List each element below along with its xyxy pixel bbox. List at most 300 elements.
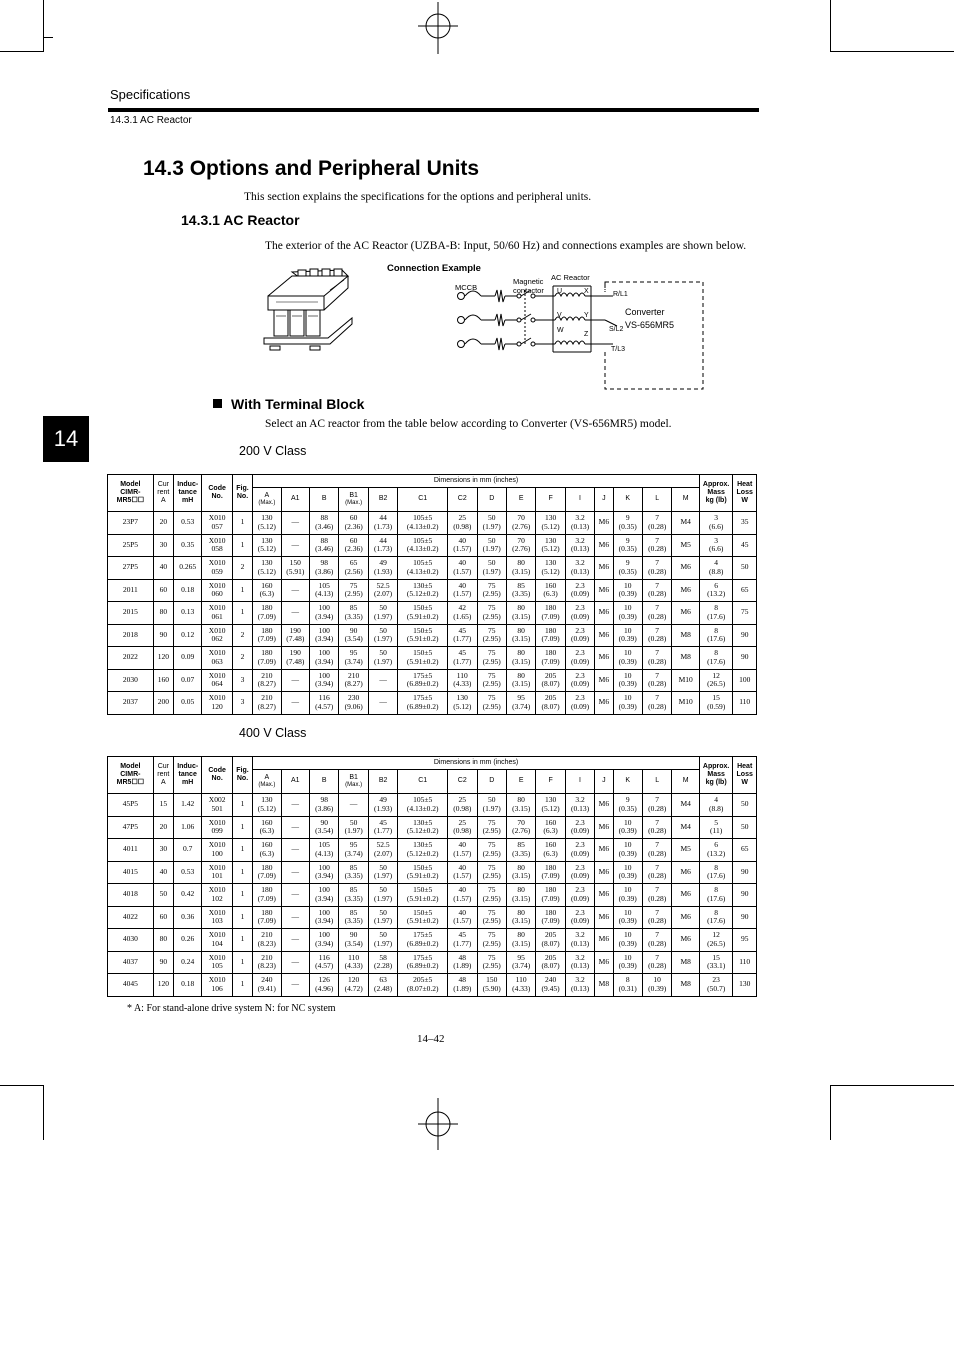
cell-d xyxy=(477,579,506,602)
cell-c1-text: (6.89±0.2) xyxy=(406,679,439,689)
cell-d-text: (1.97) xyxy=(482,521,501,531)
cell-b2 xyxy=(368,861,397,884)
cell-heat-text: 95 xyxy=(740,934,749,944)
cell-b2-text: 50 xyxy=(379,648,387,658)
cell-c1 xyxy=(398,861,448,884)
cell-heat-text: 75 xyxy=(740,607,749,617)
cell-l-text: 7 xyxy=(655,840,660,850)
cell-f-text: 205 xyxy=(544,693,557,703)
cell-mass-text: (0.59) xyxy=(707,701,726,711)
cell-c2-text: 130 xyxy=(456,693,468,703)
cell-b xyxy=(310,512,339,535)
cell-a1 xyxy=(281,692,309,715)
cell-fig-text: 1 xyxy=(240,517,245,527)
cell-f xyxy=(536,884,565,907)
cell-mass-text: 15 xyxy=(712,693,720,703)
cell-code xyxy=(202,647,232,670)
cell-b xyxy=(310,692,339,715)
table-200v xyxy=(107,474,757,715)
cell-f-text: (5.12) xyxy=(541,566,560,576)
cell-f-text: 180 xyxy=(544,603,557,613)
cell-c1 xyxy=(398,974,448,997)
cell-i-text: (0.09) xyxy=(570,893,590,903)
cell-heat xyxy=(733,816,757,839)
header-current-text: A xyxy=(161,497,166,505)
cell-model xyxy=(108,669,154,692)
class-200-label: 200 V Class xyxy=(239,444,307,458)
cell-heat-text: 100 xyxy=(739,674,751,684)
cell-current xyxy=(153,579,173,602)
cell-f-text: (5.12) xyxy=(541,544,560,554)
cell-c1-text: 150±5 xyxy=(413,885,433,895)
cell-c1-text: 150±5 xyxy=(413,648,433,658)
cell-mass xyxy=(699,906,733,929)
cell-l xyxy=(642,839,671,862)
cell-current-text: 40 xyxy=(159,562,168,572)
header-b xyxy=(310,770,339,794)
cell-e-text: 70 xyxy=(517,535,525,545)
cell-e-text: 80 xyxy=(517,795,525,805)
cell-model-text: 4015 xyxy=(122,866,138,876)
cell-current xyxy=(153,816,173,839)
cell-l xyxy=(642,579,671,602)
header-inductance-text: Induc- xyxy=(177,762,199,770)
cell-l-text: (0.28) xyxy=(648,893,667,903)
cell-b2-text: 63 xyxy=(379,975,387,985)
cell-k-text: (0.39) xyxy=(618,701,637,711)
cell-k xyxy=(613,692,642,715)
cell-d-text: 75 xyxy=(487,625,496,635)
cell-mass-text: 8 xyxy=(714,603,719,613)
crop-mark xyxy=(0,51,43,52)
header-c2 xyxy=(448,488,477,512)
cell-j-text: M8 xyxy=(598,979,610,989)
cell-mass-text: (8.8) xyxy=(708,566,724,576)
converter-label-1: Converter xyxy=(625,307,665,317)
cell-l-text: 7 xyxy=(655,625,660,635)
cell-current-text: 80 xyxy=(159,934,168,944)
cell-c1 xyxy=(398,884,448,907)
crop-mark xyxy=(830,0,831,52)
cell-m-text: M8 xyxy=(680,979,691,989)
cell-c1-text: (4.13±0.2) xyxy=(406,803,439,813)
cell-e-text: 80 xyxy=(517,862,525,872)
cell-b1-text: (2.36) xyxy=(344,521,363,531)
header-model-text: Model xyxy=(120,762,141,770)
cell-d-text: (2.95) xyxy=(482,611,501,621)
cell-a1-text: 190 xyxy=(289,625,301,635)
cell-i xyxy=(565,647,594,670)
cell-i-text: 2.3 xyxy=(575,648,585,658)
cell-b xyxy=(310,929,339,952)
cell-d-text: (2.95) xyxy=(482,701,501,711)
cell-b-text: (3.94) xyxy=(315,634,334,644)
header-current xyxy=(153,757,173,794)
cell-current xyxy=(153,602,173,625)
cell-heat xyxy=(733,884,757,907)
cell-b2-text: 49 xyxy=(379,795,387,805)
cell-b1-text: (4.33) xyxy=(344,961,363,971)
cell-heat xyxy=(733,692,757,715)
cell-b-text: (3.94) xyxy=(315,938,334,948)
cell-code-text: 063 xyxy=(211,656,223,666)
cell-d xyxy=(477,861,506,884)
header-inductance-text: mH xyxy=(182,497,194,505)
cell-mass-text: 6 xyxy=(714,840,719,850)
cell-d-text: (2.95) xyxy=(482,656,501,666)
cell-mass-text: 15 xyxy=(712,952,720,962)
exterior-text: The exterior of the AC Reactor (UZBA-B: Input, 50/60 Hz) and connections examples are shown below. xyxy=(265,240,747,252)
cell-b2-text: 44 xyxy=(379,535,387,545)
cell-current xyxy=(153,647,173,670)
cell-b1 xyxy=(339,839,368,862)
cell-induct-text: 0.53 xyxy=(181,517,195,527)
terminal-x: X xyxy=(584,288,589,295)
header-f-text: F xyxy=(548,495,553,503)
cell-fig xyxy=(232,557,252,580)
header-fig-text: Fig. xyxy=(236,484,249,492)
cell-c2-text: (1.77) xyxy=(453,938,472,948)
cell-b xyxy=(310,906,339,929)
cell-l-text: 7 xyxy=(655,952,660,962)
cell-a-text: (8.27) xyxy=(257,701,276,711)
cell-fig xyxy=(232,512,252,535)
cell-b-text: 116 xyxy=(318,693,330,703)
cell-current-text: 60 xyxy=(159,911,168,921)
cell-induct-text: 1.42 xyxy=(181,799,195,809)
cell-b2-text: 44 xyxy=(379,513,387,523)
table-row xyxy=(108,647,757,670)
cell-j xyxy=(595,624,613,647)
cell-d xyxy=(477,624,506,647)
cell-j-text: M6 xyxy=(598,652,610,662)
header-l-text: L xyxy=(655,495,660,503)
cell-f-text: 160 xyxy=(544,580,557,590)
cell-b2-text: (1.73) xyxy=(374,544,393,554)
cell-f-text: (7.09) xyxy=(541,871,560,881)
header-mass-text: kg (lb) xyxy=(705,779,727,787)
cell-b-text: (3.86) xyxy=(315,803,334,813)
cell-b2 xyxy=(368,839,397,862)
cell-b-text: 88 xyxy=(320,513,328,523)
cell-code-text: X010 xyxy=(208,817,226,827)
cell-model-text: 23P7 xyxy=(122,517,139,527)
cell-c2-text: 40 xyxy=(458,558,467,568)
terminal-z: Z xyxy=(584,331,589,338)
cell-heat xyxy=(733,602,757,625)
cell-code-text: 103 xyxy=(211,916,223,926)
cell-d xyxy=(477,929,506,952)
header-f xyxy=(536,488,565,512)
cell-l xyxy=(642,929,671,952)
cell-a1-text: — xyxy=(291,956,300,966)
cell-f-text: 205 xyxy=(544,670,557,680)
cell-c2-text: 45 xyxy=(458,648,467,658)
header-d-text: D xyxy=(489,777,495,785)
cell-induct-text: 0.35 xyxy=(181,539,195,549)
cell-b xyxy=(310,951,339,974)
cell-model xyxy=(108,861,154,884)
cell-current xyxy=(153,534,173,557)
cell-c1-text: (5.91±0.2) xyxy=(406,634,439,644)
terminal-v: V xyxy=(557,312,562,319)
cell-c1-text: 150±5 xyxy=(413,862,433,872)
header-a1-text: A1 xyxy=(291,777,300,785)
cell-d-text: 75 xyxy=(487,907,496,917)
cell-e xyxy=(506,512,535,535)
header-e xyxy=(506,488,535,512)
cell-j-text: M6 xyxy=(598,584,610,594)
cell-b1 xyxy=(339,602,368,625)
cell-b2 xyxy=(368,906,397,929)
cell-mass xyxy=(699,839,733,862)
cell-b1 xyxy=(339,669,368,692)
cell-d xyxy=(477,647,506,670)
cell-m xyxy=(672,816,700,839)
cell-mass xyxy=(699,579,733,602)
cell-fig-text: 2 xyxy=(240,562,245,572)
cell-j xyxy=(595,579,613,602)
cell-b2 xyxy=(368,624,397,647)
cell-current xyxy=(153,512,173,535)
cell-fig xyxy=(232,602,252,625)
cell-f-text: 205 xyxy=(544,930,557,940)
terminal-tl3: T/L3 xyxy=(611,346,626,353)
cell-a1-text: — xyxy=(291,979,300,989)
cell-code-text: 120 xyxy=(211,701,223,711)
cell-heat xyxy=(733,512,757,535)
cell-heat xyxy=(733,929,757,952)
cell-d xyxy=(477,816,506,839)
cell-induct xyxy=(173,579,201,602)
cell-fig-text: 3 xyxy=(240,697,245,707)
cell-m-text: M5 xyxy=(680,844,691,854)
header-dimensions-text: Dimensions in mm (inches) xyxy=(433,476,519,484)
cell-c1-text: (5.91±0.2) xyxy=(406,893,439,903)
table-row xyxy=(108,602,757,625)
cell-b-text: (3.46) xyxy=(315,544,334,554)
cell-e-text: (3.15) xyxy=(512,679,531,689)
cell-f-text: (7.09) xyxy=(541,916,560,926)
cell-m-text: M6 xyxy=(680,562,691,572)
cell-c2-text: (1.89) xyxy=(453,961,472,971)
cell-heat xyxy=(733,839,757,862)
cell-b2 xyxy=(368,974,397,997)
cell-b-text: 100 xyxy=(318,670,330,680)
cell-c2-text: (4.33) xyxy=(453,679,472,689)
cell-a-text: 180 xyxy=(261,907,273,917)
cell-model xyxy=(108,884,154,907)
cell-c1-text: 205±5 xyxy=(413,975,433,985)
cell-l-text: (0.28) xyxy=(648,544,667,554)
cell-c1-text: 150±5 xyxy=(413,625,433,635)
cell-b xyxy=(310,794,339,817)
header-m-text: M xyxy=(682,777,689,785)
cell-b-text: 90 xyxy=(320,817,328,827)
cell-i-text: (0.09) xyxy=(570,611,590,621)
cell-k-text: (0.39) xyxy=(618,679,637,689)
cell-code-text: X010 xyxy=(208,558,226,568)
cell-b2-text: (2.07) xyxy=(374,848,393,858)
reactor-label: AC Reactor xyxy=(551,273,590,282)
cell-b1-text: — xyxy=(349,799,358,809)
cell-e-text: 80 xyxy=(517,603,525,613)
header-b2 xyxy=(368,770,397,794)
header-code xyxy=(202,757,232,794)
cell-b-text: 98 xyxy=(320,795,328,805)
terminal-block-heading xyxy=(213,396,364,412)
header-k-text: K xyxy=(625,495,631,503)
cell-i xyxy=(565,692,594,715)
cell-l xyxy=(642,816,671,839)
cell-b-text: 116 xyxy=(318,952,330,962)
cell-b-text: 98 xyxy=(320,558,328,568)
cell-i-text: 2.3 xyxy=(575,603,585,613)
cell-current-text: 200 xyxy=(157,697,169,707)
cell-f xyxy=(536,794,565,817)
cell-c1-text: 175±5 xyxy=(413,670,433,680)
cell-b-text: (4.96) xyxy=(315,983,334,993)
cell-b xyxy=(310,974,339,997)
header-f xyxy=(536,770,565,794)
cell-c1-text: 105±5 xyxy=(413,513,433,523)
cell-b1-text: (3.54) xyxy=(344,634,363,644)
cell-induct xyxy=(173,692,201,715)
cell-b1 xyxy=(339,974,368,997)
cell-a xyxy=(253,794,281,817)
cell-m-text: M10 xyxy=(678,674,693,684)
cell-mass-text: (13.2) xyxy=(707,848,726,858)
cell-fig xyxy=(232,624,252,647)
intro-text: This section explains the specifications for the options and peripheral units. xyxy=(244,191,592,203)
cell-f xyxy=(536,602,565,625)
cell-a1-text: 150 xyxy=(289,558,301,568)
cell-mass xyxy=(699,624,733,647)
cell-induct xyxy=(173,794,201,817)
cell-d-text: 75 xyxy=(487,817,496,827)
cell-c2-text: 40 xyxy=(458,580,467,590)
cell-mass xyxy=(699,647,733,670)
chapter-tab: 14 xyxy=(43,416,89,462)
cell-code-text: 062 xyxy=(211,634,223,644)
header-model-text: CIMR- xyxy=(120,488,141,496)
cell-model xyxy=(108,839,154,862)
cell-heat-text: 90 xyxy=(740,629,749,639)
cell-e xyxy=(506,951,535,974)
cell-k-text: 10 xyxy=(623,930,632,940)
cell-f-text: (7.09) xyxy=(541,611,560,621)
cell-e xyxy=(506,906,535,929)
cell-l xyxy=(642,861,671,884)
cell-e-text: (3.15) xyxy=(512,566,531,576)
cell-d-text: 75 xyxy=(487,603,496,613)
cell-f xyxy=(536,929,565,952)
cell-b1-text: 85 xyxy=(349,603,358,613)
cell-d-text: (2.95) xyxy=(482,916,501,926)
cell-a1 xyxy=(281,602,309,625)
cell-m xyxy=(672,602,700,625)
cell-model-text: 4037 xyxy=(122,956,138,966)
cell-f-text: (6.3) xyxy=(543,589,558,599)
cell-l-text: (0.28) xyxy=(648,916,667,926)
header-l xyxy=(642,488,671,512)
cell-d-text: (2.95) xyxy=(482,938,501,948)
cell-e-text: (3.15) xyxy=(512,916,531,926)
contactor-label-1: Magnetic xyxy=(513,277,544,286)
cell-b2-text: 50 xyxy=(379,930,387,940)
cell-l-text: (0.28) xyxy=(648,589,667,599)
cell-j xyxy=(595,602,613,625)
cell-a-text: 180 xyxy=(261,625,273,635)
cell-fig xyxy=(232,816,252,839)
cell-l-text: (0.28) xyxy=(648,803,667,813)
cell-j xyxy=(595,951,613,974)
cell-b-text: (3.94) xyxy=(315,871,334,881)
cell-induct-text: 0.26 xyxy=(181,934,195,944)
cell-induct xyxy=(173,602,201,625)
cell-l-text: 7 xyxy=(655,907,660,917)
cell-a1 xyxy=(281,512,309,535)
header-subsection: 14.3.1 AC Reactor xyxy=(110,115,192,126)
cell-c2 xyxy=(448,929,477,952)
cell-i-text: 3.2 xyxy=(575,930,585,940)
registration-mark-top xyxy=(418,2,458,54)
cell-code xyxy=(202,839,232,862)
cell-d-text: 75 xyxy=(487,930,496,940)
cell-c1 xyxy=(398,816,448,839)
cell-mass-text: (6.6) xyxy=(708,544,724,554)
cell-d-text: 75 xyxy=(487,862,496,872)
cell-e xyxy=(506,624,535,647)
cell-m-text: M6 xyxy=(680,889,691,899)
cell-i-text: (0.09) xyxy=(570,634,590,644)
header-fig xyxy=(232,475,252,512)
cell-k-text: 9 xyxy=(625,558,630,568)
cell-fig-text: 2 xyxy=(240,652,245,662)
header-f-text: F xyxy=(548,777,553,785)
cell-c2-text: (1.57) xyxy=(453,871,472,881)
cell-a-text: 160 xyxy=(261,817,273,827)
cell-c2-text: 25 xyxy=(458,513,467,523)
cell-l-text: 7 xyxy=(655,558,660,568)
cell-b2-text: (1.77) xyxy=(374,826,393,836)
cell-e xyxy=(506,692,535,715)
header-a-text: A xyxy=(264,774,270,782)
cell-current xyxy=(153,557,173,580)
cell-l xyxy=(642,974,671,997)
cell-heat xyxy=(733,579,757,602)
cell-mass-text: 3 xyxy=(714,513,719,523)
cell-c1-text: (5.91±0.2) xyxy=(406,611,439,621)
cell-code-text: X010 xyxy=(208,693,226,703)
cell-f-text: (8.07) xyxy=(541,938,560,948)
cell-m xyxy=(672,669,700,692)
cell-i-text: 3.2 xyxy=(575,975,585,985)
cell-i-text: 3.2 xyxy=(575,795,585,805)
cell-b1-text: 210 xyxy=(348,670,360,680)
cell-i xyxy=(565,906,594,929)
cell-code-text: X010 xyxy=(208,648,226,658)
cell-heat-text: 45 xyxy=(740,539,749,549)
cell-c2 xyxy=(448,974,477,997)
cell-a xyxy=(253,951,281,974)
cell-b2-text: 52.5 xyxy=(376,580,390,590)
cell-d-text: (2.95) xyxy=(482,634,501,644)
cell-fig xyxy=(232,839,252,862)
cell-c2-text: (0.98) xyxy=(453,826,472,836)
cell-current-text: 160 xyxy=(157,674,169,684)
cell-k-text: 10 xyxy=(623,693,632,703)
